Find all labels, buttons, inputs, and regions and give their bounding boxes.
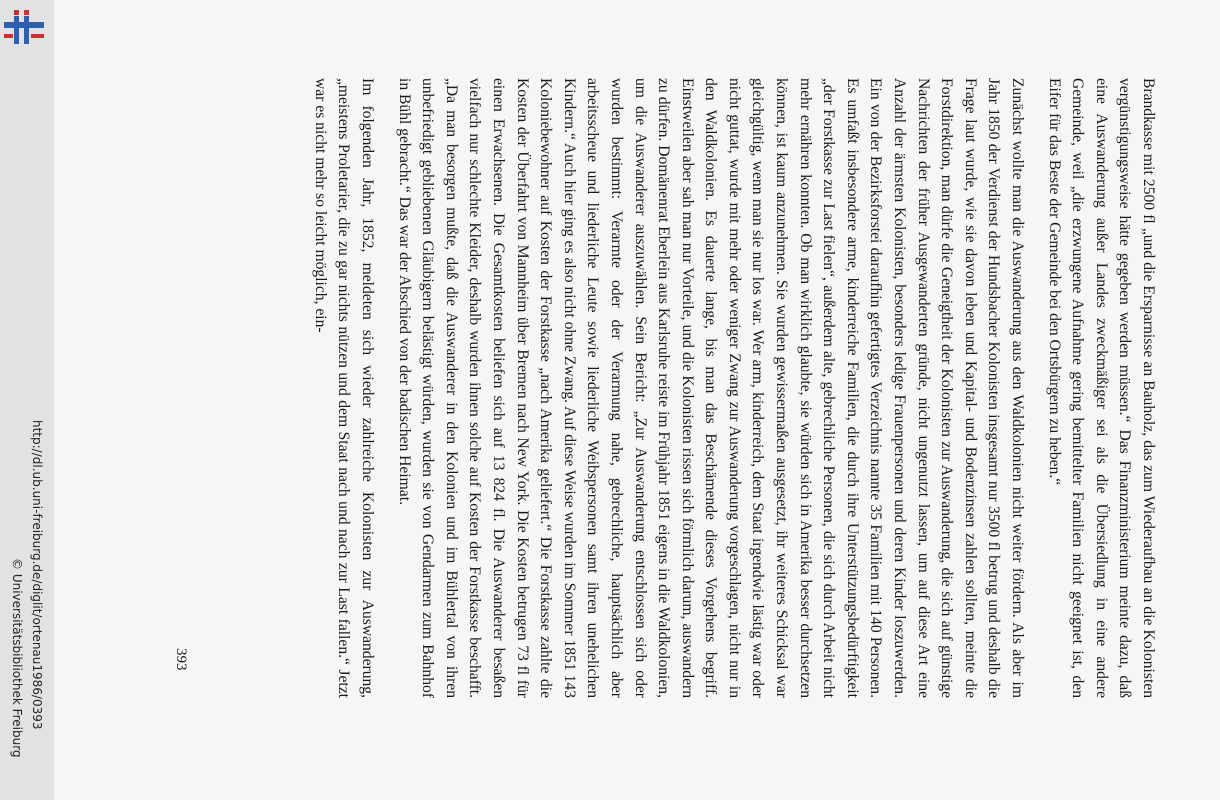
paragraph: Im folgenden Jahr, 1852, meldeten sich wieder zahlreiche Kolonisten zur Auswanderung, „meistens Proletarier, die zu gar nichts nützen und dem Staat nach und nach zur Last fallen.“ Jetzt war es nicht mehr so leicht möglich, ein- (311, 78, 376, 698)
paragraph: Brandkasse mit 2500 fl „und die Ersparnisse an Bauholz, das zum Wiederaufbau an die Kolonisten vergünstigungsweise hätte gegeben werden müssen.“ Das Finanzministerium meinte dazu, daß eine Auswanderung außer Landes zweckmäßiger sei als die Übersiedlung in eine andere Gemeinde, weil „die erzwungene Aufnahme gering bemittelter Familien nicht geeignet ist, den Eifer für das Beste der Gemeinde bei den Ortsbürgern zu heben.“ (1045, 78, 1157, 698)
paragraph: Zunächst wollte man die Auswanderung aus den Waldkolonien nicht weiter fördern. Als aber im Jahr 1850 der Verdienst der Hundsbacher Kolonisten insgesamt nur 3500 fl betrug und deshalb die Frage laut wurde, wie sie davon leben und Kapital- und Bodenzinsen zahlen sollten, meinte die Forstdirektion, man dürfe die Geneigtheit der Kolonisten zur Auswanderung, die sich auf günstige Nachrichten der früher Ausgewanderten gründe, nicht ungenutzt lassen, um auf diese Art eine Anzahl der ärmsten Kolonisten, besonders ledige Frauenpersonen und deren Kinder loszuwerden. Ein von der Bezirksforstei daraufhin gefertigtes Verzeichnis nannte 35 Familien mit 140 Personen. Es umfaßt insbesondere arme, kinderreiche Familien, die durch ihre Unterstützungsbedürftigkeit „der Forstkasse zur Last fielen“, außerdem alte, gebrechliche Personen, die sich durch Arbeit nicht mehr ernähren konnten. Ob man wirklich glaubte, sie würden sich in Amerika besser durchsetzen können, ist kaum anzunehmen. Sie wurden gewissermaßen ausgesetzt, ihr weiteres Schicksal war gleichgültig, wenn man sie nur los war. Wer arm, kinderreich, dem Staat irgendwie lästig war oder nicht guttat, wurde mit mehr oder weniger Zwang zur Auswanderung vorgeschlagen, nicht nur in den Waldkolonien. Es dauerte lange, bis man das Beschämende dieses Vorgehens begriff. Einstweilen aber sah man nur Vorteile, und die Kolonisten rissen sich förmlich darum, auswandern zu dürfen. Domänenrat Eberlein aus Karlsruhe reiste im Frühjahr 1851 eigens in die Waldkolonien, um die Auswanderer auszuwählen. Sein Bericht: „Zur Auswanderung entschlossen sich oder wurden bestimmt: Verarmte oder der Verarmung nahe, gebrechliche, hauptsächlich aber arbeitsscheue und liederliche Leute sowie liederliche Weibspersonen samt ihren unehelichen Kindern.“ Auch hier ging es also nicht ohne Zwang. Auf diese Weise wurden im Sommer 1851 143 Koloniebewohner auf Kosten der Forstkasse „nach Amerika geliefert.“ Die Forstkasse zahlte die Kosten der Überfahrt von Mannheim über Bremen nach New York. Die Kosten betrugen 73 fl für einen Erwachsenen. Die Gesamtkosten beliefen sich auf 13 824 fl. Die Auswanderer besaßen vielfach nur schlechte Kleider, deshalb wurden ihnen solche auf Kosten der Forstkasse beschafft. „Da man besorgen mußte, daß die Auswanderer in den Kolonien und im Bühlertal von ihren unbefriedigt gebliebenen Gläubigern belästigt würden, wurden sie von Gendarmen zum Bahnhof in Bühl gebracht.“ Das war der Abschied von der badischen Heimat. (395, 78, 1027, 698)
copyright-notice: © Universitätsbibliothek Freiburg (10, 558, 24, 758)
page-number: 393 (173, 648, 189, 671)
source-url[interactable]: http://dl.ub.uni-freiburg.de/diglit/ortenau1986/0393 (30, 420, 44, 730)
scanned-page (54, 0, 1220, 800)
page-body-text (200, 78, 1160, 698)
viewer-sidebar (0, 0, 54, 800)
